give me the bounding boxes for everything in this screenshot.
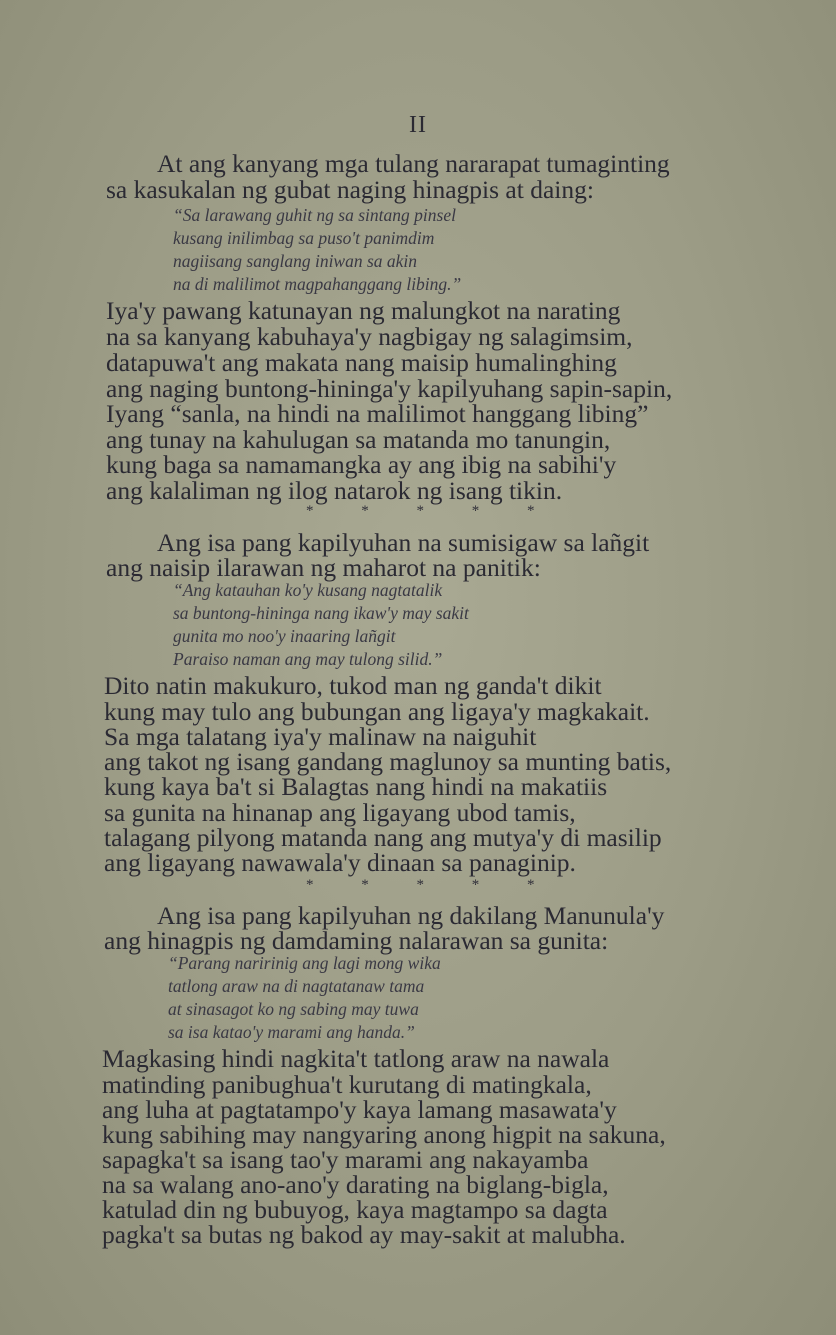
quote-line: na di malilimot magpahanggang libing.”	[173, 274, 462, 294]
body-line: sa gunita na hinanap ang ligayang ubod tamis,	[104, 798, 576, 827]
quote-line: tatlong araw na di nagtatanaw tama	[168, 976, 425, 996]
body-line: Iya'y pawang katunayan ng malungkot na narating	[106, 296, 621, 325]
quote-line: sa buntong-hininga nang ikaw'y may sakit	[173, 603, 469, 623]
quote-line: nagiisang sanglang iniwan sa akin	[173, 251, 418, 271]
body-line: kung baga sa namamangka ay ang ibig na sabihi'y	[106, 450, 617, 479]
body-line: kung sabihing may nangyaring anong higpit na sakuna,	[102, 1120, 666, 1149]
body-line: kung may tulo ang bubungan ang ligaya'y magkakait.	[104, 697, 650, 726]
body-line: Sa mga talatang iya'y malinaw na naiguhit	[104, 722, 537, 751]
section-number: II	[409, 112, 427, 138]
body-line: ang ligayang nawawala'y dinaan sa panaginip.	[104, 848, 576, 877]
body-line: na sa walang ano-ano'y darating na biglang-bigla,	[102, 1170, 609, 1199]
body-line: ang kalaliman ng ilog natarok ng isang tikin.	[106, 476, 563, 505]
stanza-line: sa kasukalan ng gubat naging hinagpis at daing:	[106, 175, 594, 204]
body-line: Magkasing hindi nagkita't tatlong araw na nawala	[102, 1044, 610, 1073]
body-line: ang takot ng isang gandang maglunoy sa munting batis,	[104, 747, 672, 776]
section-separator: * * * * *	[306, 877, 535, 893]
body-line: kung kaya ba't si Balagtas nang hindi na makatiis	[104, 772, 608, 801]
body-line: Iyang “sanla, na hindi na malilimot hanggang libing”	[106, 399, 649, 428]
stanza-line: At ang kanyang mga tulang nararapat tumaginting	[157, 149, 670, 178]
quote-line: Paraiso naman ang may tulong silid.”	[173, 649, 443, 669]
stanza-line: Ang isa pang kapilyuhan ng dakilang Manunula'y	[157, 901, 665, 930]
body-line: pagka't sa butas ng bakod ay may-sakit at malubha.	[102, 1220, 626, 1249]
body-line: sapagka't sa isang tao'y marami ang nakayamba	[102, 1145, 589, 1174]
stanza-line: Ang isa pang kapilyuhan na sumisigaw sa lañgit	[157, 528, 650, 557]
body-line: ang tunay na kahulugan sa matanda mo tanungin,	[106, 425, 611, 454]
body-line: ang naging buntong-hininga'y kapilyuhang sapin-sapin,	[106, 374, 673, 403]
body-line: datapuwa't ang makata nang maisip humalinghing	[106, 348, 617, 377]
quote-line: kusang inilimbag sa puso't panimdim	[173, 228, 435, 248]
quote-line: gunita mo noo'y inaaring lañgit	[173, 626, 396, 646]
body-line: na sa kanyang kabuhaya'y nagbigay ng salagimsim,	[106, 322, 633, 351]
body-line: Dito natin makukuro, tukod man ng ganda't dikit	[104, 671, 602, 700]
body-line: talagang pilyong matanda nang ang mutya'y di masilip	[104, 823, 662, 852]
body-line: katulad din ng bubuyog, kaya magtampo sa dagta	[102, 1195, 608, 1224]
stanza-line: ang naisip ilarawan ng maharot na panitik:	[106, 553, 541, 582]
section-separator: * * * * *	[306, 503, 535, 519]
quote-line: sa isa katao'y marami ang handa.”	[168, 1022, 415, 1042]
quote-line: “Parang naririnig ang lagi mong wika	[168, 953, 441, 973]
stanza-line: ang hinagpis ng damdaming nalarawan sa gunita:	[104, 926, 609, 955]
quote-line: “Sa larawang guhit ng sa sintang pinsel	[173, 205, 456, 225]
quote-line: at sinasagot ko ng sabing may tuwa	[168, 999, 419, 1019]
body-line: matinding panibughua't kurutang di matingkala,	[102, 1070, 592, 1099]
quote-line: “Ang katauhan ko'y kusang nagtatalik	[173, 580, 443, 600]
body-line: ang luha at pagtatampo'y kaya lamang masawata'y	[102, 1095, 617, 1124]
